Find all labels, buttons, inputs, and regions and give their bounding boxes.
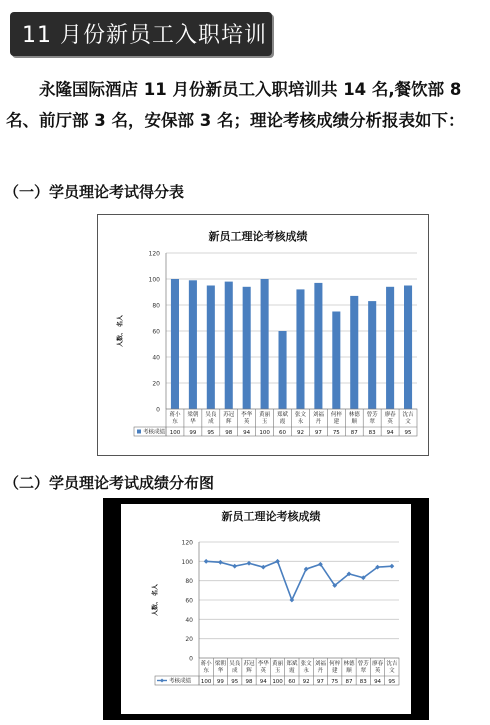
data-label: 60 — [279, 429, 287, 436]
data-label: 98 — [245, 678, 253, 685]
y-tick-label: 0 — [156, 406, 160, 414]
x-tick-label-line2: 华 — [217, 668, 224, 674]
x-tick-label-line2: 翠 — [360, 668, 367, 674]
x-tick-label-line2: 霞 — [279, 419, 286, 425]
x-tick-label-line1: 沈吉 — [386, 661, 398, 667]
x-tick-label-line1: 何梓 — [329, 661, 341, 667]
data-label: 100 — [272, 678, 283, 685]
x-tick-label-line2: 英 — [387, 419, 393, 425]
data-label: 83 — [368, 429, 376, 436]
bar-chart-panel — [97, 214, 429, 456]
x-tick-label-line1: 沈吉 — [402, 412, 414, 418]
data-label: 94 — [259, 678, 267, 685]
x-tick-label-line2: 丹 — [317, 668, 324, 674]
x-tick-label-line1: 刘福 — [312, 412, 324, 418]
x-tick-label-line2: 辉 — [225, 419, 232, 425]
x-tick-label-line2: 英 — [243, 419, 250, 425]
title-banner — [10, 12, 272, 56]
x-tick-label-line2: 翠 — [369, 419, 375, 425]
data-label: 97 — [316, 678, 324, 685]
bar — [332, 312, 340, 410]
y-axis-label: 人数、 名人 — [152, 583, 159, 617]
bar — [386, 287, 394, 409]
bar — [243, 287, 251, 409]
x-tick-label-line1: 何梓 — [330, 412, 342, 418]
x-tick-label-line2: 成 — [208, 419, 214, 425]
bar — [225, 282, 233, 409]
x-tick-label-line1: 张文 — [300, 661, 312, 667]
data-label: 100 — [200, 678, 212, 685]
x-tick-label-line2: 建 — [333, 419, 340, 425]
x-tick-label-line1: 蒋小 — [169, 412, 181, 418]
x-tick-label-line2: 永 — [297, 419, 304, 425]
x-tick-label-line2: 文 — [405, 419, 411, 425]
bar — [189, 280, 197, 409]
data-point — [204, 559, 209, 564]
x-tick-label-line1: 苏冠 — [243, 661, 255, 667]
x-tick-label-line2: 顺 — [351, 419, 358, 425]
y-tick-label: 80 — [152, 302, 160, 310]
line-chart-panel — [121, 504, 411, 714]
x-tick-label-line2: 华 — [190, 419, 196, 425]
y-tick-label: 60 — [185, 597, 193, 605]
y-tick-label: 40 — [185, 616, 193, 624]
x-tick-label-line2: 东 — [203, 668, 209, 674]
data-label: 92 — [302, 678, 310, 685]
x-tick-label-line1: 李华 — [257, 661, 269, 667]
y-tick-label: 40 — [152, 354, 160, 362]
bar — [314, 283, 322, 409]
y-tick-label: 20 — [152, 380, 160, 388]
y-tick-label: 100 — [148, 276, 160, 284]
x-tick-label-line1: 曾芳 — [357, 661, 369, 667]
x-tick-label-line1: 张文 — [294, 412, 306, 418]
data-label: 94 — [386, 429, 394, 436]
bar-chart — [98, 215, 428, 455]
data-label: 87 — [350, 429, 358, 436]
x-tick-label-line2: 英 — [260, 668, 267, 674]
x-tick-label-line1: 廖春 — [384, 412, 396, 418]
data-label: 87 — [345, 678, 353, 685]
page-title: 11 月份新员工入职培训 — [22, 23, 267, 48]
x-tick-label-line2: 建 — [331, 668, 338, 674]
x-tick-label-line1: 李华 — [241, 412, 253, 418]
x-tick-label-line1: 梁朝 — [214, 661, 226, 667]
y-tick-label: 120 — [181, 539, 193, 547]
x-tick-label-line1: 苏冠 — [223, 412, 235, 418]
legend-label: 考核成绩 — [143, 429, 166, 436]
section-heading-distribution: （二）学员理论考试成绩分布图 — [4, 474, 215, 492]
section-heading-score-table: （一）学员理论考试得分表 — [4, 183, 185, 201]
data-label: 95 — [207, 429, 215, 436]
x-tick-label-line1: 黄丽 — [259, 412, 271, 418]
data-label: 95 — [404, 429, 412, 436]
chart-title: 新员工理论考核成绩 — [208, 230, 308, 243]
legend-marker — [160, 679, 164, 683]
chart-title: 新员工理论考核成绩 — [221, 510, 321, 523]
intro-paragraph: 永隆国际酒店 11 月份新员工入职培训共 14 名,餐饮部 8 名、前厅部 3 名，安保部 3 名；理论考核成绩分析报表如下： — [6, 80, 465, 130]
x-tick-label-line2: 顺 — [346, 668, 352, 674]
bar — [261, 279, 269, 409]
data-label: 100 — [259, 429, 270, 436]
x-tick-label-line2: 东 — [172, 419, 178, 425]
data-label: 99 — [216, 678, 224, 685]
data-point — [218, 560, 223, 565]
y-tick-label: 0 — [189, 655, 193, 663]
data-label: 100 — [169, 429, 181, 436]
x-tick-label-line2: 玉 — [274, 668, 281, 674]
data-point — [275, 559, 280, 564]
data-label: 95 — [388, 678, 396, 685]
data-label: 99 — [189, 429, 197, 436]
data-label: 75 — [331, 678, 339, 685]
data-label: 94 — [374, 678, 382, 685]
bar — [404, 286, 412, 410]
legend-swatch — [137, 430, 141, 434]
x-tick-label-line2: 丹 — [315, 419, 322, 425]
legend-label: 考核成绩 — [169, 678, 192, 685]
x-tick-label-line2: 英 — [374, 668, 381, 674]
bar — [350, 296, 358, 409]
data-label: 83 — [359, 678, 367, 685]
bar — [171, 279, 179, 409]
data-point — [289, 598, 294, 603]
x-tick-label-line1: 郑斌 — [277, 412, 289, 418]
x-tick-label-line1: 梁朝 — [187, 412, 199, 418]
x-tick-label-line1: 郑斌 — [286, 661, 298, 667]
x-tick-label-line1: 林德 — [343, 661, 355, 667]
y-tick-label: 80 — [185, 578, 193, 586]
data-label: 75 — [332, 429, 340, 436]
data-point — [389, 564, 394, 569]
x-tick-label-line1: 林德 — [348, 412, 360, 418]
bar — [296, 289, 304, 409]
data-point — [232, 564, 237, 569]
data-label: 94 — [243, 429, 251, 436]
x-tick-label-line2: 玉 — [261, 419, 268, 425]
x-tick-label-line2: 霞 — [289, 668, 295, 674]
y-tick-label: 100 — [181, 558, 193, 566]
x-tick-label-line1: 廖春 — [372, 661, 384, 667]
data-label: 98 — [225, 429, 233, 436]
x-tick-label-line1: 吴良 — [205, 412, 217, 418]
data-label: 97 — [314, 429, 322, 436]
data-label: 92 — [296, 429, 304, 436]
line-chart — [121, 504, 411, 714]
data-label: 95 — [231, 678, 239, 685]
bar — [207, 286, 215, 410]
x-tick-label-line2: 文 — [389, 668, 395, 674]
x-tick-label-line1: 刘福 — [314, 661, 326, 667]
x-tick-label-line1: 黄丽 — [272, 661, 284, 667]
y-tick-label: 20 — [185, 636, 193, 644]
x-tick-label-line1: 蒋小 — [200, 661, 212, 667]
bar — [279, 331, 287, 409]
x-tick-label-line2: 辉 — [246, 668, 252, 674]
x-tick-label-line2: 成 — [231, 668, 238, 674]
x-tick-label-line1: 吴良 — [229, 661, 241, 667]
data-point — [261, 565, 266, 570]
x-tick-label-line2: 永 — [303, 668, 309, 674]
y-axis-label: 人数、 名人 — [117, 314, 124, 348]
y-tick-label: 120 — [148, 250, 160, 258]
y-tick-label: 60 — [152, 328, 160, 336]
bar — [368, 301, 376, 409]
data-label: 60 — [288, 678, 296, 685]
data-point — [304, 567, 309, 572]
x-tick-label-line1: 曾芳 — [366, 412, 378, 418]
